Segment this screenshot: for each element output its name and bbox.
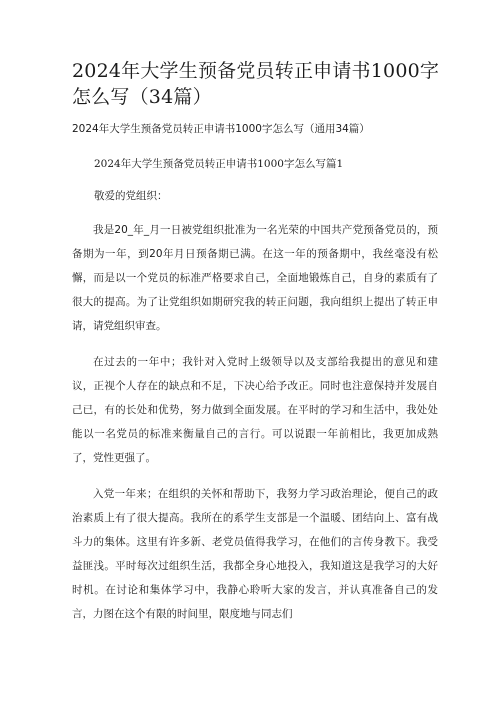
salutation: 敬爱的党组织： bbox=[94, 190, 168, 202]
body-text bbox=[72, 218, 438, 638]
paragraph-2: 在过去的一年中；我针对入党时上级领导以及支部给我提出的意见和建议，正视个人存在的缺点和不足，下决心给予改正。同时也注意保持并发展自己已，有的长处和优势，努力做到全面发展。在平时的学习和生活中，我处处能以一名党员的标准来衡量自己的言行。可以说跟一年前相比，我更加成熟了，党性更强了。 bbox=[72, 356, 438, 464]
document-subtitle: 2024年大学生预备党员转正申请书1000字怎么写（通用34篇） bbox=[72, 123, 370, 135]
paragraph-1: 我是20_年_月一日被党组织批准为一名光荣的中国共产党预备党员的，预备期为一年，到20年月日预备期已满。在这一年的预备期中，我丝毫没有松懈，而是以一个党员的标准严格要求自己，全面地锻炼自己，自身的素质有了很大的提高。为了让党组织如期研究我的转正问题，我向组织上提出了转正申请，请党组织审查。 bbox=[72, 224, 438, 332]
section-heading: 2024年大学生预备党员转正申请书1000字怎么写篇1 bbox=[94, 158, 344, 170]
document-title: 2024年大学生预备党员转正申请书1000字怎么写（34篇） bbox=[72, 60, 440, 108]
paragraph-3: 入党一年来；在组织的关怀和帮助下，我努力学习政治理论，便自己的政治素质上有了很大提高。我所在的系学生支部是一个温暖、团结向上、富有战斗力的集体。这里有许多新、老党员值得我学习，在他们的言传身教下。我受益匪浅。平时每次过组织生活，我都全身心地投入，我知道这是我学习的大好时机。在讨论和集体学习中，我静心聆听大家的发言，并认真准备自己的发言，力图在这个有限的时间里，限度地与同志们 bbox=[72, 488, 438, 620]
